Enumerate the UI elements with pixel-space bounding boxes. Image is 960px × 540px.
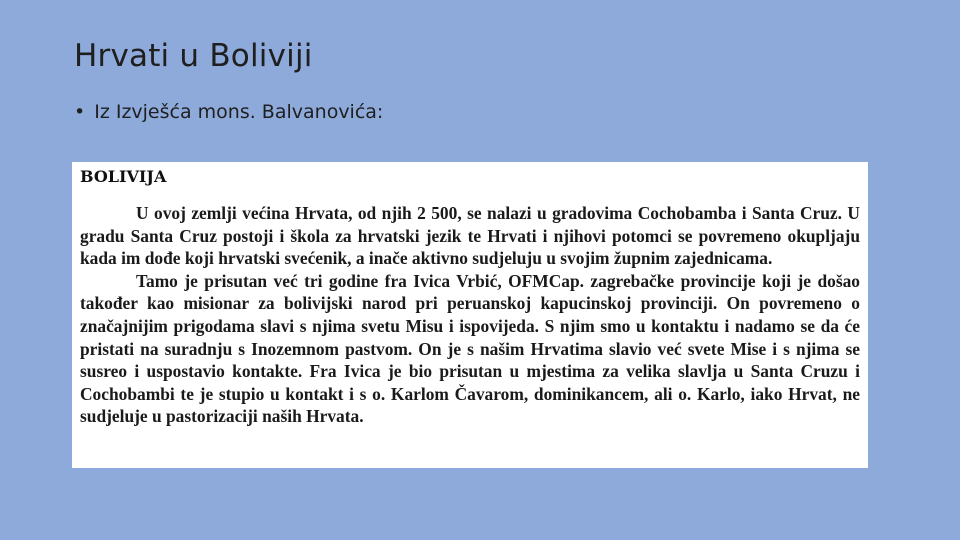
bullet-text: Iz Izvješća mons. Balvanovića: (94, 101, 384, 123)
bullet-symbol: • (74, 101, 86, 123)
document-heading: BOLIVIJA (80, 167, 167, 186)
scanned-document (72, 162, 868, 468)
document-paragraph-2: Tamo je prisutan već tri godine fra Ivica Vrbić, OFMCap. zagrebačke provincije koji je došao također kao misionar za bolivijski narod pri peruanskoj kapucinskoj provinciji. On povremeno o značajnijim prigodama slavi s njima svetu Misu i ispovijeda. S njim smo u kontaktu i nadamo se da će pristati na suradnju s Inozemnom pastvom. On je s našim Hrvatima slavio već svete Mise i s njima se susreo i uspostavio kontakte. Fra Ivica je bio prisutan u mjestima za velika slavlja u Santa Cruzu i Cochobambi te je stupio u kontakt i s o. Karlom Čavarom, dominikancem, ali o. Karlo, iako Hrvat, ne sudjeluje u pastorizaciji naših Hrvata. (80, 270, 860, 427)
document-paragraph-1: U ovoj zemlji većina Hrvata, od njih 2 500, se nalazi u gradovima Cochobamba i Santa Cruz. U gradu Santa Cruz postoji i škola za hrvatski jezik te Hrvati i njihovi potomci se povremeno okupljaju kada im dođe koji hrvatski svećenik, a inače aktivno sudjeluju u svojim župnim zajednicama. (80, 203, 860, 269)
bullet-item (74, 101, 383, 123)
slide-title: Hrvati u Boliviji (74, 38, 313, 74)
